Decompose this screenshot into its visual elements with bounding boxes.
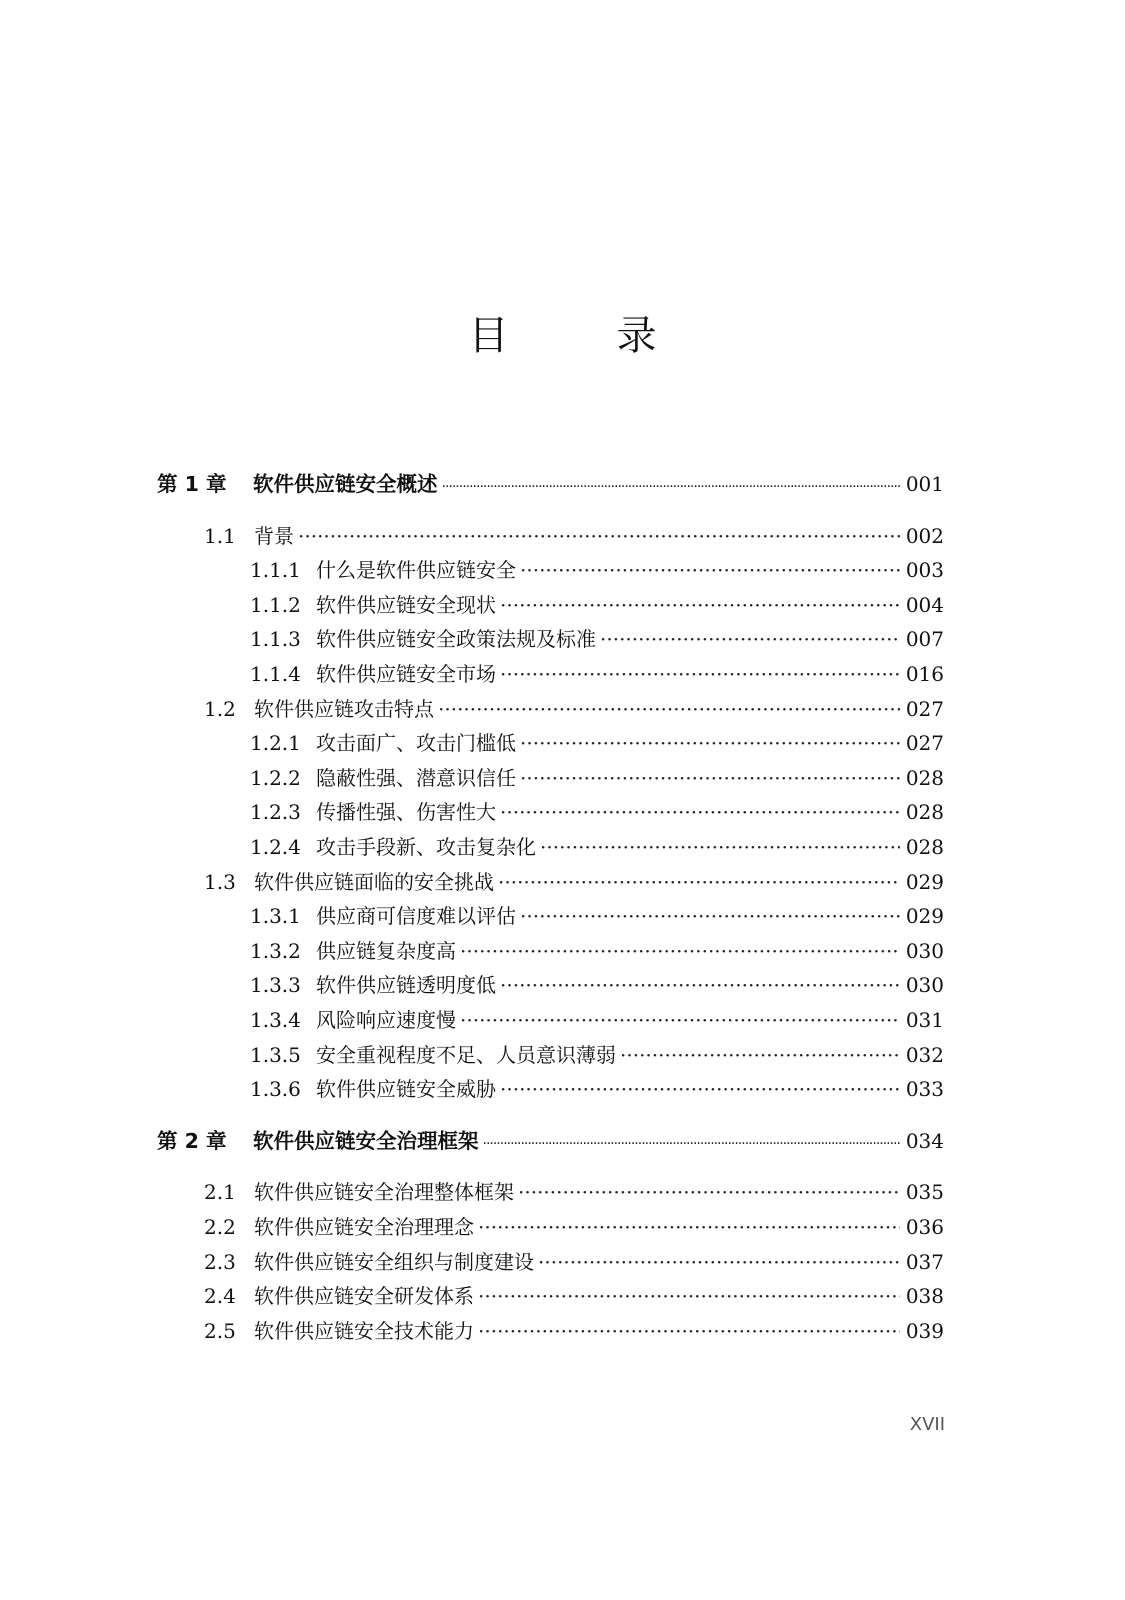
toc-leader-dots: [500, 591, 900, 619]
toc-entry-title: 软件供应链安全治理框架: [253, 1129, 479, 1153]
toc-subsection-row[interactable]: [250, 902, 944, 930]
toc-entry-number: 1.2.1: [250, 731, 301, 755]
toc-section-row[interactable]: [204, 1248, 944, 1276]
toc-page-number: 001: [905, 472, 944, 496]
toc-page-number: 029: [905, 870, 944, 894]
toc-entry-title: 隐蔽性强、潜意识信任: [316, 766, 516, 790]
toc-page-number: 029: [905, 904, 944, 928]
toc-entry-number: 1.1.1: [250, 558, 301, 582]
toc-page-number: 038: [905, 1284, 944, 1308]
toc-entry-number: 1.3.5: [250, 1043, 301, 1067]
toc-entry-title: 软件供应链安全治理理念: [254, 1215, 474, 1239]
toc-entry-title: 软件供应链透明度低: [316, 973, 496, 997]
toc-entry-number: 1.3.1: [250, 904, 301, 928]
toc-entry-title: 软件供应链安全研发体系: [254, 1284, 474, 1308]
toc-subsection-row[interactable]: [250, 591, 944, 619]
toc-page-number: 030: [905, 973, 944, 997]
toc-subsection-row[interactable]: [250, 764, 944, 792]
toc-entry-number: 2.4: [204, 1284, 236, 1308]
toc-page-number: 028: [905, 800, 944, 824]
toc-leader-dots: [460, 937, 900, 965]
toc-entry-title: 软件供应链攻击特点: [254, 697, 434, 721]
toc-entry-title: 背景: [254, 524, 294, 548]
toc-page-number: 016: [905, 662, 944, 686]
toc-entry-number: 2.1: [204, 1180, 236, 1204]
toc-entry-number: 2.2: [204, 1215, 236, 1239]
toc-leader-dots: [538, 1248, 900, 1276]
toc-section-row[interactable]: [204, 1213, 944, 1241]
toc-chapter-row[interactable]: [157, 470, 944, 498]
toc-page-number: 027: [905, 731, 944, 755]
toc-leader-dots: [500, 798, 900, 826]
toc-entry-number: 1.1.2: [250, 593, 301, 617]
toc-chapter-row[interactable]: [157, 1127, 944, 1155]
toc-entry-number: 1.1: [204, 524, 236, 548]
toc-page-number: 034: [905, 1129, 944, 1153]
toc-entry-title: 安全重视程度不足、人员意识薄弱: [316, 1043, 616, 1067]
toc-leader-dots: [483, 1130, 900, 1158]
toc-entry-number: 1.1.3: [250, 627, 301, 651]
toc-entry-title: 风险响应速度慢: [316, 1008, 456, 1032]
toc-section-row[interactable]: [204, 1178, 944, 1206]
toc-leader-dots: [498, 868, 900, 896]
toc-leader-dots: [600, 625, 900, 653]
toc-leader-dots: [298, 522, 900, 550]
toc-entry-title: 软件供应链安全概述: [253, 472, 438, 496]
toc-leader-dots: [620, 1041, 900, 1069]
toc-page-number: 035: [905, 1180, 944, 1204]
toc-leader-dots: [520, 729, 900, 757]
toc-entry-number: 1.2.3: [250, 800, 301, 824]
toc-leader-dots: [442, 473, 900, 501]
toc-page-number: 028: [905, 766, 944, 790]
toc-leader-dots: [500, 1075, 900, 1103]
toc-entry-number: 1.2.2: [250, 766, 301, 790]
toc-section-row[interactable]: [204, 695, 944, 723]
toc-page-number: 002: [905, 524, 944, 548]
toc-entry-number: 1.3.6: [250, 1077, 301, 1101]
toc-page-number: 028: [905, 835, 944, 859]
toc-entry-title: 软件供应链安全技术能力: [254, 1319, 474, 1343]
toc-page-number: 003: [905, 558, 944, 582]
toc-page-number: 032: [905, 1043, 944, 1067]
toc-leader-dots: [520, 902, 900, 930]
toc-section-row[interactable]: [204, 522, 944, 550]
toc-leader-dots: [500, 660, 900, 688]
toc-entry-number: 2.3: [204, 1250, 236, 1274]
toc-subsection-row[interactable]: [250, 729, 944, 757]
toc-subsection-row[interactable]: [250, 937, 944, 965]
toc-subsection-row[interactable]: [250, 798, 944, 826]
toc-entry-number: 1.3.3: [250, 973, 301, 997]
toc-page-number: 033: [905, 1077, 944, 1101]
toc-page-number: 004: [905, 593, 944, 617]
toc-entry-title: 软件供应链面临的安全挑战: [254, 870, 494, 894]
toc-section-row[interactable]: [204, 868, 944, 896]
toc-page-number: 027: [905, 697, 944, 721]
toc-section-row[interactable]: [204, 1282, 944, 1310]
toc-entry-title: 软件供应链安全治理整体框架: [254, 1180, 514, 1204]
toc-entry-number: 1.3: [204, 870, 236, 894]
toc-entry-title: 攻击面广、攻击门槛低: [316, 731, 516, 755]
toc-entry-number: 第 1 章: [157, 472, 227, 496]
toc-entry-number: 第 2 章: [157, 1129, 227, 1153]
toc-leader-dots: [500, 971, 900, 999]
toc-leader-dots: [478, 1282, 900, 1310]
toc-section-row[interactable]: [204, 1317, 944, 1345]
toc-leader-dots: [540, 833, 900, 861]
page-title: 目 录: [468, 313, 691, 359]
toc-entry-title: 供应链复杂度高: [316, 939, 456, 963]
toc-page-number: 036: [905, 1215, 944, 1239]
toc-entry-number: 2.5: [204, 1319, 236, 1343]
toc-entry-number: 1.2.4: [250, 835, 301, 859]
toc-entry-title: 供应商可信度难以评估: [316, 904, 516, 928]
toc-leader-dots: [460, 1006, 900, 1034]
toc-subsection-row[interactable]: [250, 625, 944, 653]
toc-subsection-row[interactable]: [250, 556, 944, 584]
toc-entry-title: 软件供应链安全现状: [316, 593, 496, 617]
toc-page-number: 031: [905, 1008, 944, 1032]
toc-subsection-row[interactable]: [250, 971, 944, 999]
toc-entry-number: 1.3.4: [250, 1008, 301, 1032]
toc-entry-title: 软件供应链安全组织与制度建设: [254, 1250, 534, 1274]
toc-leader-dots: [520, 764, 900, 792]
toc-subsection-row[interactable]: [250, 660, 944, 688]
toc-entry-title: 传播性强、伤害性大: [316, 800, 496, 824]
toc-page-number: 030: [905, 939, 944, 963]
toc-leader-dots: [478, 1213, 900, 1241]
toc-leader-dots: [478, 1317, 900, 1345]
toc-leader-dots: [518, 1178, 900, 1206]
toc-entry-title: 软件供应链安全威胁: [316, 1077, 496, 1101]
toc-entry-number: 1.1.4: [250, 662, 301, 686]
page-number: XVII: [909, 1414, 945, 1435]
toc-subsection-row[interactable]: [250, 1006, 944, 1034]
toc-subsection-row[interactable]: [250, 833, 944, 861]
toc-leader-dots: [438, 695, 900, 723]
toc-entry-title: 软件供应链安全市场: [316, 662, 496, 686]
toc-leader-dots: [520, 556, 900, 584]
toc-entry-title: 什么是软件供应链安全: [316, 558, 516, 582]
toc-page-number: 007: [905, 627, 944, 651]
toc-page-number: 039: [905, 1319, 944, 1343]
toc-entry-title: 软件供应链安全政策法规及标准: [316, 627, 596, 651]
toc-entry-number: 1.3.2: [250, 939, 301, 963]
toc-subsection-row[interactable]: [250, 1075, 944, 1103]
toc-subsection-row[interactable]: [250, 1041, 944, 1069]
toc-entry-number: 1.2: [204, 697, 236, 721]
toc-page-number: 037: [905, 1250, 944, 1274]
toc-entry-title: 攻击手段新、攻击复杂化: [316, 835, 536, 859]
